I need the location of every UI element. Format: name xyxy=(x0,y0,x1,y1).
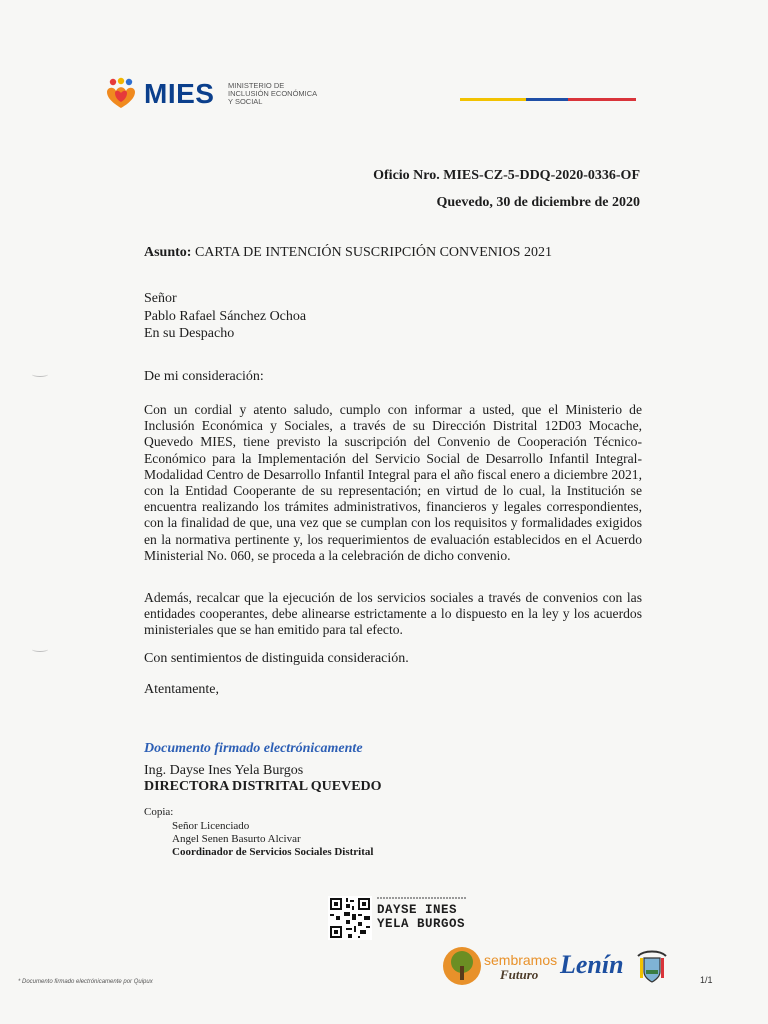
closing-line: Con sentimientos de distinguida consideración. xyxy=(144,651,409,666)
copy-line-3: Coordinador de Servicios Sociales Distrital xyxy=(172,846,374,858)
body-paragraph-1: Con un cordial y atento saludo, cumplo con informar a usted, que el Ministerio de Inclusión Económica y Sociales, a través de su Dirección Distrital 12D03 Mocache, Quevedo MIES, tiene previsto la suscripción del Convenio de Cooperación Técnico-Económico para la Implementación del Servicio Social de Desarrollo Infantil Integral-Modalidad Centro de Desarrollo Infantil Integral para el año fiscal enero a diciembre 2021, con la Entidad Cooperante de su representación; en virtud de lo cual, la Institución se encuentra realizando los trámites administrativos, financieros y legales correspondientes, con la finalidad de que, una vez que se cumplan con los requisitos y formalidades exigidos en la normativa pertinente y, los requerimientos de evaluación establecidos en el Acuerdo Ministerial No. 060, se proceda a la celebración de dicho convenio. xyxy=(144,402,642,563)
signer-name: Ing. Dayse Ines Yela Burgos xyxy=(144,763,304,778)
lenin-signature-logo: Lenín xyxy=(560,950,624,979)
flag-color-bar xyxy=(460,98,636,101)
document-reference: Oficio Nro. MIES-CZ-5-DDQ-2020-0336-OF xyxy=(373,168,640,183)
footer-quipux-note: * Documento firmado electrónicamente por Quipux xyxy=(18,979,153,985)
stamp-name-line-1: DAYSE INES xyxy=(377,903,458,917)
document-date: Quevedo, 30 de diciembre de 2020 xyxy=(436,195,640,210)
mies-family-icon xyxy=(104,76,138,110)
page-number: 1/1 xyxy=(700,975,713,985)
scan-mark xyxy=(32,647,48,652)
valediction: Atentamente, xyxy=(144,682,220,697)
recipient-title: Señor xyxy=(144,291,177,306)
copy-line-2: Angel Senen Basurto Alcivar xyxy=(172,833,301,845)
recipient-office: En su Despacho xyxy=(144,326,235,341)
copy-line-1: Señor Licenciado xyxy=(172,820,250,832)
stamp-signer-name xyxy=(377,903,465,931)
mies-logo xyxy=(104,74,317,114)
slogan-futuro: Futuro xyxy=(500,967,539,982)
logo-subtitle: MINISTERIO DE INCLUSIÓN ECONÓMICA Y SOCIAL xyxy=(228,81,317,106)
recipient-block xyxy=(144,290,306,343)
body-paragraph-2: Además, recalcar que la ejecución de los servicios sociales a través de convenios con las entidades cooperantes, debe alinearse estrictamente a lo dispuesto en la ley y los acuerdos ministeriales que se han emitido para tal efecto. xyxy=(144,590,642,638)
scan-mark xyxy=(32,372,48,377)
copy-recipients xyxy=(172,820,373,859)
signer-role: DIRECTORA DISTRITAL QUEVEDO xyxy=(144,779,382,794)
slogan-sembramos: sembramos xyxy=(484,952,558,968)
copy-label: Copia: xyxy=(144,806,174,818)
stamp-fine-print xyxy=(377,897,467,899)
subject-label: Asunto: xyxy=(144,245,192,260)
electronic-signature-note: Documento firmado electrónicamente xyxy=(144,741,363,756)
tree-logo-icon xyxy=(442,946,482,986)
greeting: De mi consideración: xyxy=(144,369,264,384)
qr-code-icon xyxy=(328,896,372,940)
subject-line xyxy=(144,245,552,261)
recipient-name: Pablo Rafael Sánchez Ochoa xyxy=(144,308,307,324)
ecuador-coat-of-arms-icon xyxy=(632,946,672,986)
stamp-name-line-2: YELA BURGOS xyxy=(377,917,466,931)
subject-text: CARTA DE INTENCIÓN SUSCRIPCIÓN CONVENIOS 2021 xyxy=(194,245,552,260)
logo-wordmark: MIES xyxy=(144,78,215,109)
